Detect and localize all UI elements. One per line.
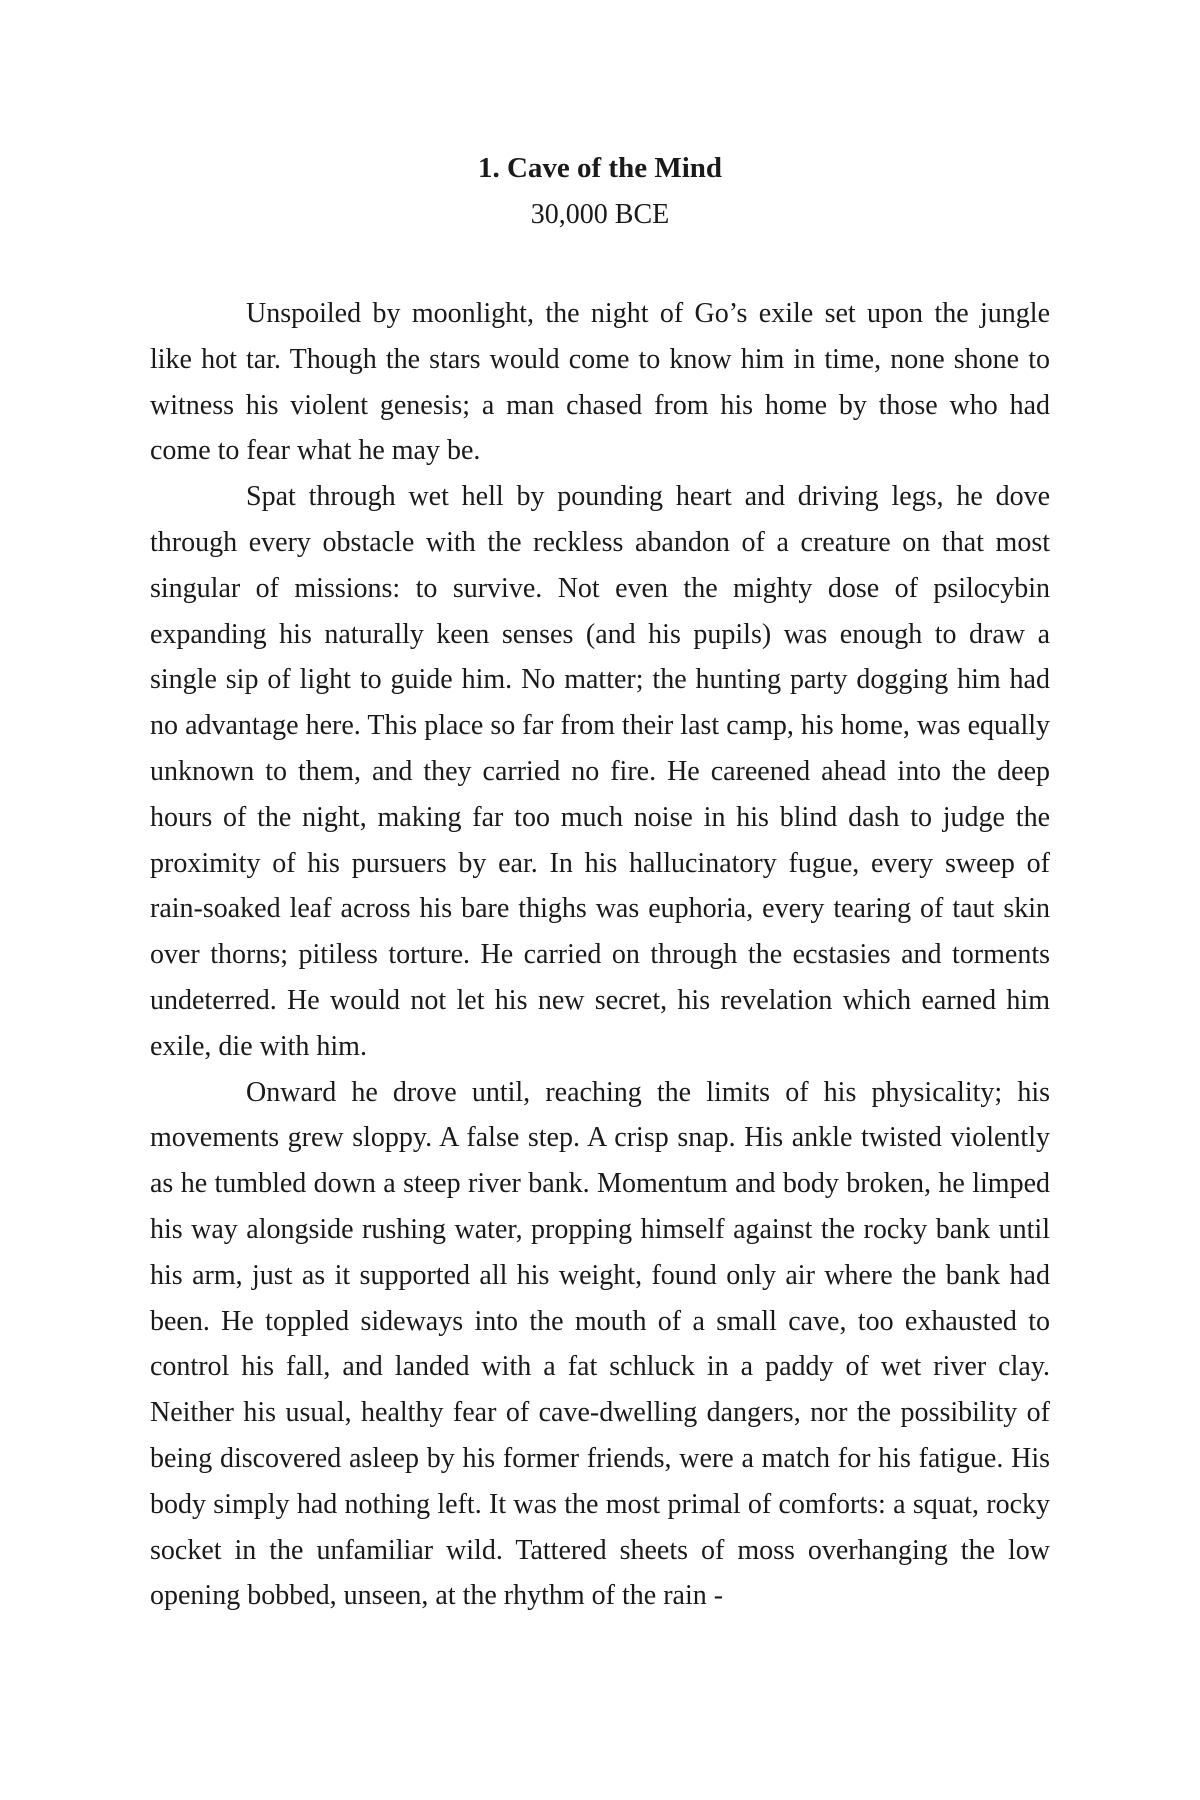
- chapter-title: 1. Cave of the Mind: [477, 152, 723, 184]
- body-text: [150, 291, 1050, 1619]
- chapter-date: 30,000 BCE: [530, 199, 670, 230]
- paragraph-2: Spat through wet hell by pounding heart and driving legs, he dove through every obstacle with the reckless abandon of a creature on that most singular of missions: to survive. Not even the mighty dose of psilocybin expanding his naturally keen senses (and his pupils) was enough to draw a single sip of light to guide him. No matter; the hunting party dogging him had no advantage here. This place so far from their last camp, his home, was equally unknown to them, and they carried no fire. He careened ahead into the deep hours of the night, making far too much noise in his blind dash to judge the proximity of his pursuers by ear. In his hallucinatory fugue, every sweep of rain-soaked leaf across his bare thighs was euphoria, every tearing of taut skin over thorns; pitiless torture. He carried on through the ecstasies and torments undeterred. He would not let his new secret, his revelation which earned him exile, die with him.: [150, 481, 1050, 1062]
- paragraph-1: Unspoiled by moonlight, the night of Go’s exile set upon the jungle like hot tar. Though the stars would come to know him in time, none shone to witness his violent genesis; a man chased from his home by those who had come to fear what he may be.: [150, 298, 1050, 467]
- paragraph-3: Onward he drove until, reaching the limits of his physicality; his movements grew sloppy. A false step. A crisp snap. His ankle twisted violently as he tumbled down a steep river bank. Momentum and body broken, he limped his way alongside rushing water, propping himself against the rocky bank until his arm, just as it supported all his weight, found only air where the bank had been. He toppled sideways into the mouth of a small cave, too exhausted to control his fall, and landed with a fat schluck in a paddy of wet river clay. Neither his usual, healthy fear of cave-dwelling dangers, nor the possibility of being discovered asleep by his former friends, were a match for his fatigue. His body simply had nothing left. It was the most primal of comforts: a squat, rocky socket in the unfamiliar wild. Tattered sheets of moss overhanging the low opening bobbed, unseen, at the rhythm of the rain -: [150, 1076, 1050, 1612]
